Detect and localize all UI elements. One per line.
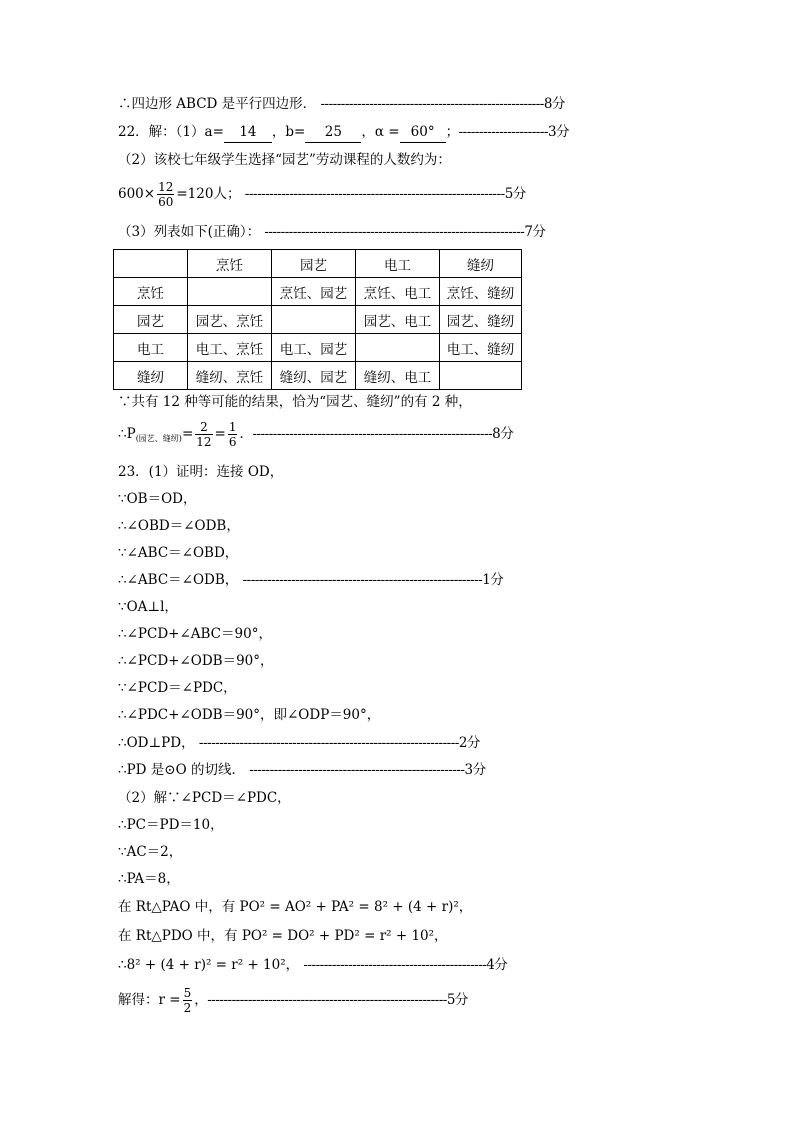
line-probability bbox=[118, 418, 513, 455]
table-cell: 烹饪、缝纫 bbox=[440, 278, 522, 306]
line-p4 bbox=[118, 842, 182, 862]
score-4: ---------------------------------------------4分 bbox=[303, 957, 508, 973]
table-row bbox=[114, 278, 522, 306]
text-count: ∵共有 12 种等可能的结果，恰为“园艺、缝纫”的有 2 种， bbox=[118, 394, 472, 410]
line-q22-1 bbox=[118, 122, 569, 143]
text-s1: ∵OB＝OD， bbox=[118, 491, 197, 507]
table-cell: 缝纫、电工 bbox=[356, 362, 440, 390]
label-alpha: ，α = bbox=[361, 124, 400, 140]
table-header-row bbox=[114, 250, 522, 278]
table-cell bbox=[440, 362, 522, 390]
text-s2: ∴∠OBD＝∠ODB， bbox=[118, 518, 240, 534]
score-5-b: ，-----------------------------------------------------------5分 bbox=[194, 992, 468, 1008]
outcome-table bbox=[113, 249, 522, 390]
line-p5 bbox=[118, 869, 180, 889]
table-cell bbox=[114, 250, 188, 278]
score-8-a: -------------------------------------------------------8分 bbox=[320, 96, 565, 112]
text-p7: 在 Rt△PDO 中，有 PO² = DO² + PD² = r² + 10²， bbox=[118, 928, 448, 944]
line-s9 bbox=[118, 705, 380, 725]
table-cell: 电工、园艺 bbox=[272, 334, 356, 362]
line-s10 bbox=[118, 733, 480, 753]
text-q23: 23．(1）证明：连接 OD， bbox=[118, 464, 284, 480]
text-s7: ∴∠PCD+∠ODB＝90°， bbox=[118, 653, 274, 669]
text-s6: ∴∠PCD+∠ABC＝90°， bbox=[118, 626, 272, 642]
line-calc bbox=[118, 178, 526, 210]
table-cell: 缝纫、园艺 bbox=[272, 362, 356, 390]
line-s5 bbox=[118, 597, 178, 617]
table-cell: 电工 bbox=[114, 334, 188, 362]
table-cell: 园艺、烹饪 bbox=[188, 306, 272, 334]
line-q22-2 bbox=[118, 150, 451, 170]
text-q22-2: （2）该校七年级学生选择“园艺”劳动课程的人数约为： bbox=[118, 152, 451, 168]
score-8-b: ．-----------------------------------------------------------8分 bbox=[239, 426, 514, 442]
calc-den: 60 bbox=[158, 195, 174, 209]
prob-num2: 1 bbox=[228, 420, 237, 434]
line-s11 bbox=[118, 760, 486, 780]
table-cell bbox=[356, 334, 440, 362]
table-cell: 缝纫 bbox=[440, 250, 522, 278]
line-p3 bbox=[118, 815, 224, 835]
fraction-12-60 bbox=[157, 180, 174, 209]
line-p2 bbox=[118, 788, 291, 808]
calc-prefix: 600× bbox=[118, 186, 156, 202]
fraction-1-6 bbox=[228, 420, 238, 449]
table-row bbox=[114, 306, 522, 334]
text-s10: ∴OD⊥PD， bbox=[118, 735, 195, 751]
table-cell: 电工、缝纫 bbox=[440, 334, 522, 362]
answer-b: 25 bbox=[305, 122, 361, 143]
fraction-5-2 bbox=[183, 986, 193, 1015]
text-p2: （2）解∵∠PCD＝∠PDC， bbox=[118, 790, 291, 806]
line-q22-3 bbox=[118, 222, 545, 242]
line-s1 bbox=[118, 489, 196, 509]
table-cell: 烹饪、电工 bbox=[356, 278, 440, 306]
line-p6 bbox=[118, 897, 472, 917]
table-cell bbox=[188, 278, 272, 306]
table-cell: 园艺 bbox=[272, 250, 356, 278]
text-s9: ∴∠PDC+∠ODB＝90°，即∠ODP＝90°， bbox=[118, 707, 381, 723]
table-cell: 园艺、电工 bbox=[356, 306, 440, 334]
line-s2 bbox=[118, 516, 240, 536]
line-count bbox=[118, 392, 472, 412]
table-cell bbox=[272, 306, 356, 334]
text-q22-3: （3）列表如下(正确）： bbox=[118, 224, 261, 240]
label-b: ，b= bbox=[271, 124, 306, 140]
table-row bbox=[114, 334, 522, 362]
line-p9 bbox=[118, 984, 468, 1016]
table-cell: 园艺、缝纫 bbox=[440, 306, 522, 334]
table-row bbox=[114, 362, 522, 390]
table-cell: 电工、烹饪 bbox=[188, 334, 272, 362]
prob-eq1: = bbox=[181, 426, 194, 442]
score-5-a: ----------------------------------------------------------------5分 bbox=[244, 186, 526, 202]
prob-eq2: = bbox=[214, 426, 226, 442]
answer-alpha: 60° bbox=[400, 122, 446, 143]
table-cell: 缝纫、烹饪 bbox=[188, 362, 272, 390]
text-s8: ∵∠PCD＝∠PDC， bbox=[118, 680, 237, 696]
fraction-2-12 bbox=[195, 420, 212, 449]
score-3-b: -----------------------------------------------------3分 bbox=[249, 762, 486, 778]
q22-prefix: 22．解：（1） bbox=[118, 124, 205, 140]
text-s3: ∵∠ABC＝∠OBD， bbox=[118, 545, 239, 561]
text-s5: ∵OA⊥l， bbox=[118, 599, 178, 615]
score-7: ----------------------------------------------------------------7分 bbox=[264, 224, 546, 240]
text-p6: 在 Rt△PAO 中，有 PO² = AO² + PA² = 8² + (4 + r)²， bbox=[118, 899, 473, 915]
line-s7 bbox=[118, 651, 274, 671]
table-cell: 园艺 bbox=[114, 306, 188, 334]
text-l1: ∴四边形 ABCD 是平行四边形． bbox=[118, 96, 317, 112]
text-s4: ∴∠ABC＝∠ODB， bbox=[118, 572, 239, 588]
line-s8 bbox=[118, 678, 237, 698]
line-parallelogram bbox=[118, 94, 565, 114]
score-2: ----------------------------------------------------------------2分 bbox=[198, 735, 480, 751]
table-cell: 烹饪 bbox=[114, 278, 188, 306]
table-cell: 缝纫 bbox=[114, 362, 188, 390]
p9-num: 5 bbox=[183, 986, 192, 1000]
text-p9-prefix: 解得：r = bbox=[118, 992, 181, 1008]
table-cell: 电工 bbox=[356, 250, 440, 278]
prob-symbol: ∴P bbox=[118, 426, 136, 442]
line-s4 bbox=[118, 570, 503, 590]
text-p4: ∵AC＝2， bbox=[118, 844, 183, 860]
p9-den: 2 bbox=[183, 1001, 192, 1015]
label-a: a= bbox=[204, 124, 224, 140]
prob-den1: 12 bbox=[196, 435, 212, 449]
answer-a: 14 bbox=[224, 122, 272, 143]
score-3-a: ；----------------------3分 bbox=[445, 124, 570, 140]
text-p3: ∴PC＝PD＝10， bbox=[118, 817, 224, 833]
score-1: -----------------------------------------------------------1分 bbox=[242, 572, 504, 588]
line-p8 bbox=[118, 955, 507, 975]
prob-subscript: (园艺、缝纫) bbox=[135, 434, 182, 443]
text-p8: ∴8² + (4 + r)² = r² + 10²， bbox=[118, 957, 300, 973]
calc-suffix: =120人； bbox=[176, 186, 241, 202]
calc-num: 12 bbox=[158, 180, 174, 194]
line-s3 bbox=[118, 543, 238, 563]
table-cell: 烹饪 bbox=[188, 250, 272, 278]
prob-den2: 6 bbox=[228, 435, 237, 449]
table-cell: 烹饪、园艺 bbox=[272, 278, 356, 306]
text-s11: ∴PD 是⊙O 的切线． bbox=[118, 762, 245, 778]
line-q23 bbox=[118, 462, 283, 482]
line-p7 bbox=[118, 926, 448, 946]
text-p5: ∴PA＝8， bbox=[118, 871, 180, 887]
line-s6 bbox=[118, 624, 272, 644]
prob-num1: 2 bbox=[195, 420, 212, 435]
